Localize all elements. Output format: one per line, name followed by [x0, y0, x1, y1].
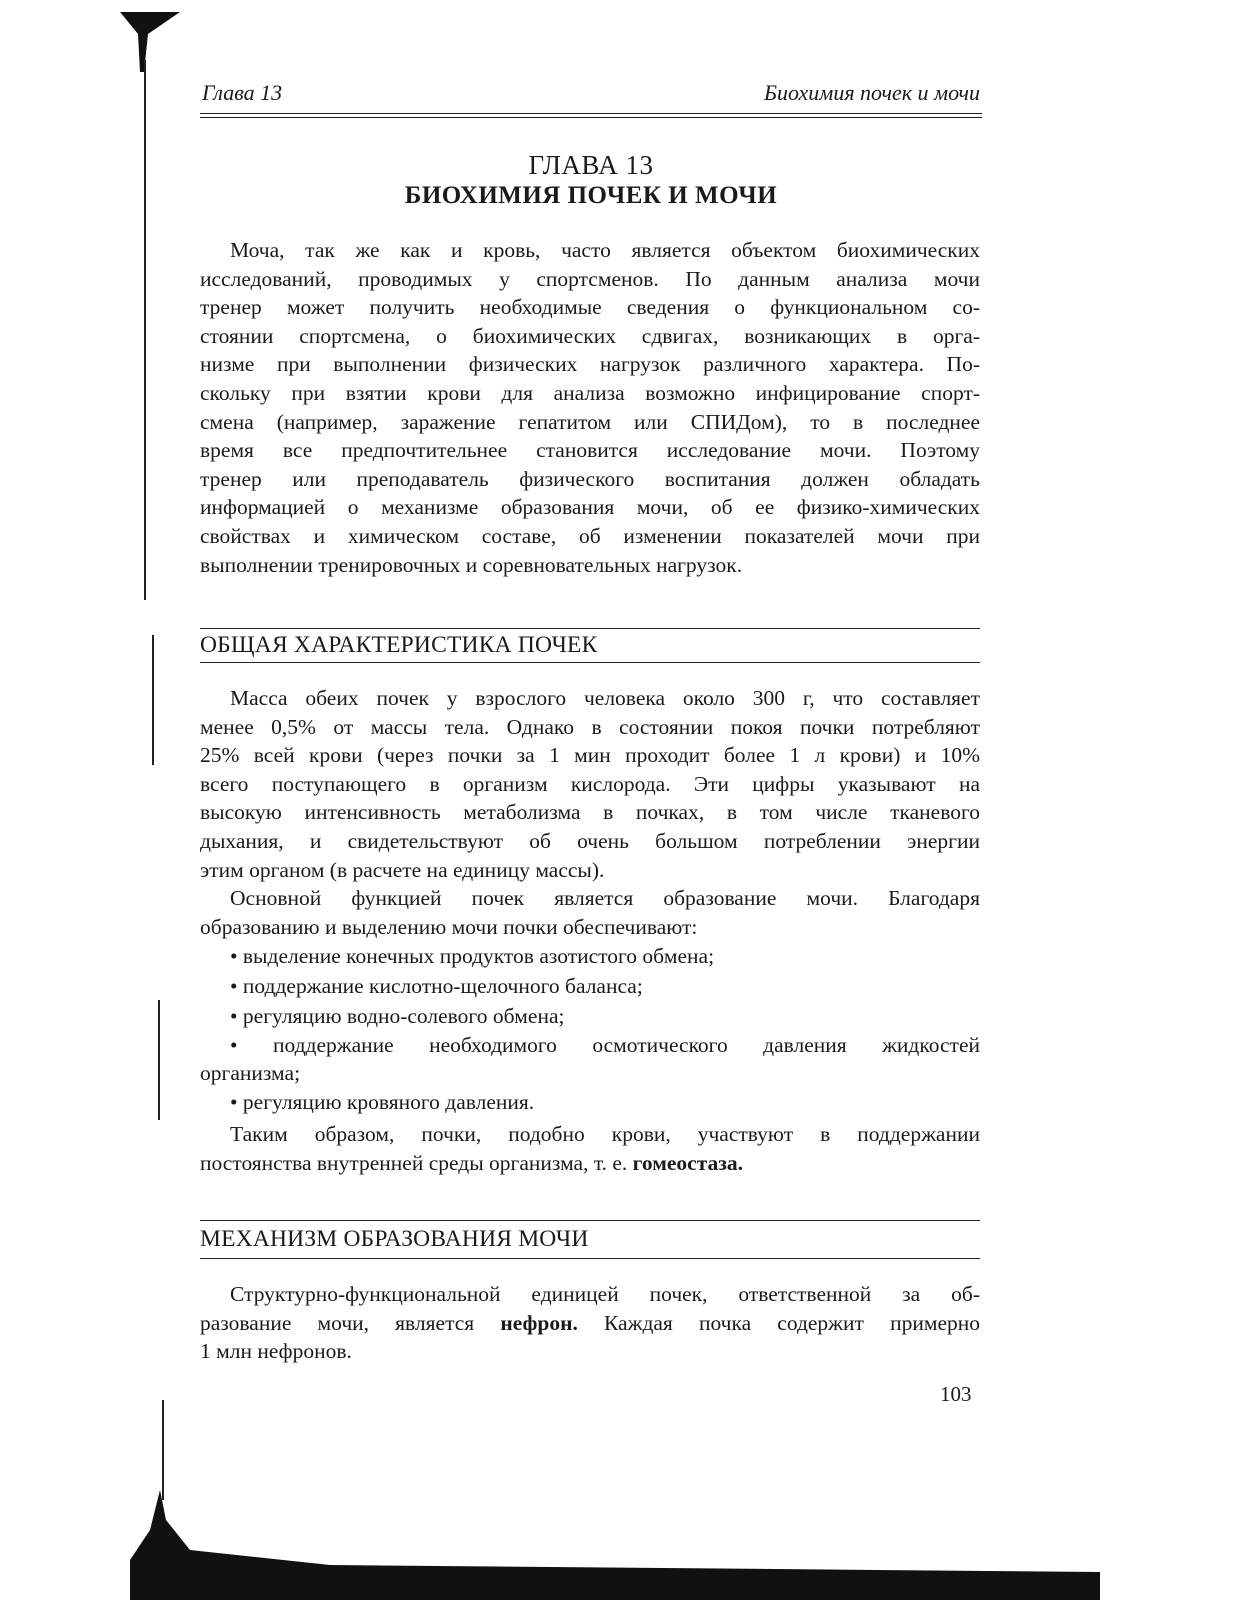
- text-line: высокую интенсивность метаболизма в почках, в том числе тканевого: [200, 800, 980, 825]
- page-number: 103: [940, 1382, 972, 1406]
- header-rule: [200, 113, 982, 114]
- text-line: исследований, проводимых у спортсменов. По данным анализа мочи: [200, 266, 980, 291]
- term-homeostasis: гомеостаза.: [632, 1150, 744, 1175]
- list-item: • поддержание необходимого осмотического давления жидкостей: [230, 1033, 980, 1057]
- text-line: низме при выполнении физических нагрузок различного характера. По-: [200, 352, 980, 377]
- section2-paragraph: [200, 1280, 980, 1366]
- list-item: • регуляцию водно-солевого обмена;: [230, 1004, 565, 1028]
- running-head-title: Биохимия почек и мочи: [763, 80, 980, 105]
- section-rule-bottom: [200, 1258, 980, 1259]
- running-head: [200, 80, 980, 110]
- binding-edge-line: [144, 60, 146, 600]
- text-line: тренер может получить необходимые сведения о функциональном со-: [200, 295, 980, 320]
- text-line: этим органом (в расчете на единицу массы).: [200, 857, 605, 882]
- binding-edge-line: [162, 1400, 164, 1500]
- section-rule-bottom: [200, 662, 980, 663]
- chapter-number: ГЛАВА 13: [528, 150, 654, 180]
- text-line: образованию и выделению мочи почки обеспечивают:: [200, 914, 698, 939]
- text-line: информацией о механизме образования мочи, об ее физико-химических: [200, 495, 980, 520]
- binding-edge-line: [152, 635, 154, 765]
- text-line: Моча, так же как и кровь, часто является объектом биохимических: [230, 238, 980, 262]
- text-line: 1 млн нефронов.: [200, 1339, 352, 1364]
- list-item-continuation: организма;: [200, 1061, 301, 1085]
- kidney-functions-list: [200, 941, 980, 1117]
- text-line: всего поступающего в организм кислорода. Эти цифры указывают на: [200, 771, 980, 796]
- section-rule-top: [200, 1220, 980, 1221]
- text-line: Основной функцией почек является образование мочи. Благодаря: [230, 886, 980, 910]
- intro-paragraph: [200, 236, 980, 579]
- section-rule-top: [200, 628, 980, 629]
- list-item: • выделение конечных продуктов азотистого обмена;: [230, 944, 715, 968]
- text-line: Структурно-функциональной единицей почек, ответственной за об-: [230, 1282, 980, 1306]
- text-line: выполнении тренировочных и соревновательных нагрузок.: [200, 552, 743, 577]
- text-line: менее 0,5% от массы тела. Однако в состоянии покоя почки потребляют: [200, 714, 980, 739]
- text-line: время все предпочтительнее становится исследование мочи. Поэтому: [200, 438, 980, 463]
- list-item: • поддержание кислотно-щелочного баланса;: [230, 974, 643, 998]
- section1-paragraph-3: [200, 1120, 980, 1177]
- text-run: разование мочи, является: [200, 1310, 501, 1335]
- text-line: 25% всей крови (через почки за 1 мин проходит более 1 л крови) и 10%: [200, 743, 980, 768]
- text-line: [200, 1149, 980, 1178]
- scan-corner-mark: [120, 12, 180, 72]
- binding-edge-line: [158, 1000, 160, 1120]
- scan-bottom-shadow: [130, 1490, 1130, 1600]
- text-line: Таким образом, почки, подобно крови, участвуют в поддержании: [230, 1122, 980, 1146]
- running-head-chapter: Глава 13: [202, 80, 283, 105]
- chapter-title: БИОХИМИЯ ПОЧЕК И МОЧИ: [404, 182, 778, 209]
- list-item: • регуляцию кровяного давления.: [230, 1090, 535, 1114]
- term-nephron: нефрон.: [500, 1310, 578, 1335]
- text-run: Каждая почка содержит примерно: [577, 1310, 980, 1335]
- header-rule: [200, 117, 982, 118]
- text-line: скольку при взятии крови для анализа возможно инфицирование спорт-: [200, 380, 980, 405]
- text-line: тренер или преподаватель физического воспитания должен обладать: [200, 466, 980, 491]
- section-heading-kidneys: ОБЩАЯ ХАРАКТЕРИСТИКА ПОЧЕК: [200, 632, 598, 658]
- text-line: [200, 1309, 980, 1338]
- section1-paragraph-2: [200, 884, 980, 941]
- text-line: дыхания, и свидетельствуют об очень большом потреблении энергии: [200, 828, 980, 853]
- text-line: Масса обеих почек у взрослого человека около 300 г, что составляет: [230, 686, 980, 710]
- section1-paragraph-1: [200, 684, 980, 884]
- text-line: стоянии спортсмена, о биохимических сдвигах, возникающих в орга-: [200, 323, 980, 348]
- text-line: смена (например, заражение гепатитом или СПИДом), то в последнее: [200, 409, 980, 434]
- section-heading-urine-formation: МЕХАНИЗМ ОБРАЗОВАНИЯ МОЧИ: [200, 1226, 589, 1252]
- text-line: свойствах и химическом составе, об изменении показателей мочи при: [200, 523, 980, 548]
- text-run: постоянства внутренней среды организма, т. е.: [200, 1150, 633, 1175]
